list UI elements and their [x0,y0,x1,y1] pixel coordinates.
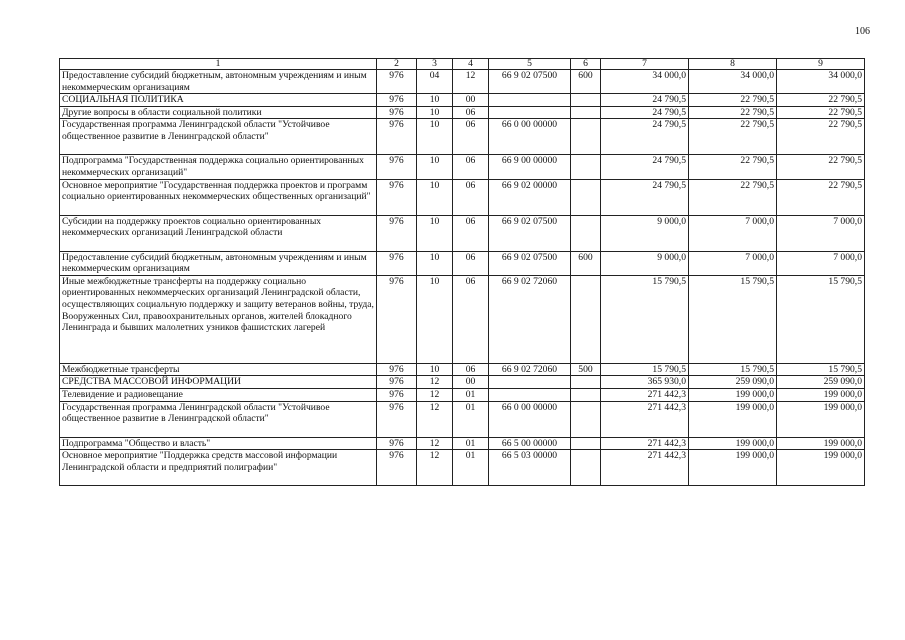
row-value-2-cell: 22 790,5 [689,119,777,155]
row-value-1-cell: 15 790,5 [601,275,689,363]
table-row [60,119,865,155]
row-value-2-cell: 199 000,0 [689,450,777,486]
row-value-3-cell: 22 790,5 [777,94,865,107]
row-subsection-cell: 06 [453,215,489,251]
row-value-1-cell: 271 442,3 [601,437,689,450]
row-expense-cell: 500 [571,363,601,376]
row-subsection-cell: 12 [453,70,489,94]
row-value-3-cell: 34 000,0 [777,70,865,94]
row-value-2-cell: 34 000,0 [689,70,777,94]
row-subsection-cell: 06 [453,155,489,179]
row-article-cell [489,94,571,107]
row-name-cell: Межбюджетные трансферты [60,363,377,376]
row-value-1-cell: 9 000,0 [601,251,689,275]
row-expense-cell [571,179,601,215]
row-value-2-cell: 7 000,0 [689,215,777,251]
row-expense-cell [571,106,601,119]
row-value-1-cell: 24 790,5 [601,94,689,107]
row-value-1-cell: 24 790,5 [601,119,689,155]
row-code-cell: 976 [377,94,417,107]
row-name-cell: Субсидии на поддержку проектов социально ориентированных некоммерческих организаций Ленинградской области [60,215,377,251]
row-article-cell: 66 9 02 00000 [489,179,571,215]
header-cell: 4 [453,59,489,70]
row-value-1-cell: 9 000,0 [601,215,689,251]
row-code-cell: 976 [377,376,417,389]
row-value-1-cell: 24 790,5 [601,106,689,119]
row-name-cell: Предоставление субсидий бюджетным, автономным учреждениям и иным некоммерческим организациям [60,251,377,275]
row-value-2-cell: 259 090,0 [689,376,777,389]
row-value-2-cell: 15 790,5 [689,275,777,363]
row-code-cell: 976 [377,70,417,94]
row-article-cell [489,106,571,119]
row-section-cell: 12 [417,401,453,437]
table-row [60,179,865,215]
row-name-cell: Предоставление субсидий бюджетным, автономным учреждениям и иным некоммерческим организациям [60,70,377,94]
row-section-cell: 10 [417,94,453,107]
row-article-cell: 66 0 00 00000 [489,119,571,155]
row-value-1-cell: 271 442,3 [601,401,689,437]
row-value-1-cell: 24 790,5 [601,179,689,215]
row-value-1-cell: 24 790,5 [601,155,689,179]
row-code-cell: 976 [377,179,417,215]
row-value-3-cell: 7 000,0 [777,215,865,251]
row-value-1-cell: 271 442,3 [601,450,689,486]
row-code-cell: 976 [377,388,417,401]
row-name-cell: Подпрограмма "Государственная поддержка социально ориентированных некоммерческих организаций" [60,155,377,179]
header-cell: 6 [571,59,601,70]
row-subsection-cell: 00 [453,376,489,389]
row-subsection-cell: 01 [453,437,489,450]
row-section-cell: 10 [417,155,453,179]
row-value-2-cell: 15 790,5 [689,363,777,376]
row-code-cell: 976 [377,251,417,275]
row-article-cell: 66 9 02 07500 [489,251,571,275]
row-expense-cell: 600 [571,70,601,94]
row-expense-cell [571,215,601,251]
row-value-3-cell: 259 090,0 [777,376,865,389]
row-subsection-cell: 06 [453,251,489,275]
row-expense-cell [571,119,601,155]
row-expense-cell [571,155,601,179]
table-row [60,388,865,401]
header-cell: 9 [777,59,865,70]
table-row [60,376,865,389]
row-code-cell: 976 [377,363,417,376]
row-code-cell: 976 [377,450,417,486]
row-subsection-cell: 06 [453,363,489,376]
row-expense-cell [571,376,601,389]
row-section-cell: 10 [417,363,453,376]
row-section-cell: 10 [417,215,453,251]
row-value-3-cell: 22 790,5 [777,155,865,179]
row-article-cell: 66 9 00 00000 [489,155,571,179]
row-section-cell: 10 [417,275,453,363]
row-code-cell: 976 [377,275,417,363]
row-article-cell [489,376,571,389]
row-value-3-cell: 22 790,5 [777,119,865,155]
table-row [60,251,865,275]
table-row [60,94,865,107]
header-cell: 8 [689,59,777,70]
row-subsection-cell: 06 [453,119,489,155]
row-subsection-cell: 06 [453,275,489,363]
row-section-cell: 10 [417,119,453,155]
row-name-cell: Другие вопросы в области социальной политики [60,106,377,119]
header-cell: 1 [60,59,377,70]
row-article-cell: 66 9 02 07500 [489,215,571,251]
row-value-1-cell: 34 000,0 [601,70,689,94]
row-article-cell [489,388,571,401]
table-row [60,450,865,486]
row-article-cell: 66 9 02 72060 [489,275,571,363]
row-value-3-cell: 199 000,0 [777,388,865,401]
header-cell: 5 [489,59,571,70]
row-value-3-cell: 7 000,0 [777,251,865,275]
row-code-cell: 976 [377,106,417,119]
header-cell: 2 [377,59,417,70]
row-value-2-cell: 22 790,5 [689,94,777,107]
row-article-cell: 66 5 00 00000 [489,437,571,450]
row-section-cell: 12 [417,376,453,389]
row-code-cell: 976 [377,401,417,437]
row-value-3-cell: 199 000,0 [777,401,865,437]
row-expense-cell: 600 [571,251,601,275]
page-number: 106 [855,26,870,37]
row-expense-cell [571,450,601,486]
row-name-cell: Государственная программа Ленинградской области "Устойчивое общественное развитие в Ленинградской области" [60,401,377,437]
row-expense-cell [571,275,601,363]
row-expense-cell [571,437,601,450]
header-cell: 3 [417,59,453,70]
row-article-cell: 66 0 00 00000 [489,401,571,437]
row-name-cell: Иные межбюджетные трансферты на поддержку социально ориентированных некоммерческих организаций Ленинградской области, осуществляющих социальную поддержку и защиту ветеранов войны, труда, Вооруженных Сил, правоохранительных органов, жителей блокадного Ленинграда и бывших малолетних узников фашистских лагерей [60,275,377,363]
row-value-2-cell: 22 790,5 [689,155,777,179]
row-value-3-cell: 199 000,0 [777,437,865,450]
row-value-3-cell: 15 790,5 [777,363,865,376]
row-subsection-cell: 01 [453,388,489,401]
row-code-cell: 976 [377,155,417,179]
row-value-3-cell: 22 790,5 [777,179,865,215]
row-value-2-cell: 7 000,0 [689,251,777,275]
row-value-2-cell: 22 790,5 [689,106,777,119]
row-code-cell: 976 [377,119,417,155]
row-code-cell: 976 [377,437,417,450]
table-row [60,275,865,363]
row-name-cell: Телевидение и радиовещание [60,388,377,401]
row-section-cell: 12 [417,388,453,401]
table-row [60,363,865,376]
row-article-cell: 66 9 02 72060 [489,363,571,376]
row-value-3-cell: 199 000,0 [777,450,865,486]
row-value-2-cell: 199 000,0 [689,437,777,450]
row-value-2-cell: 22 790,5 [689,179,777,215]
row-expense-cell [571,94,601,107]
table-row [60,106,865,119]
row-article-cell: 66 9 02 07500 [489,70,571,94]
row-subsection-cell: 00 [453,94,489,107]
row-section-cell: 12 [417,450,453,486]
row-value-1-cell: 271 442,3 [601,388,689,401]
row-section-cell: 12 [417,437,453,450]
header-cell: 7 [601,59,689,70]
header-row [60,59,865,70]
row-code-cell: 976 [377,215,417,251]
row-name-cell: Основное мероприятие "Государственная поддержка проектов и программ социально ориентированных некоммерческих общественных организаций" [60,179,377,215]
row-value-3-cell: 15 790,5 [777,275,865,363]
row-name-cell: Государственная программа Ленинградской области "Устойчивое общественное развитие в Ленинградской области" [60,119,377,155]
row-article-cell: 66 5 03 00000 [489,450,571,486]
row-value-1-cell: 15 790,5 [601,363,689,376]
row-expense-cell [571,388,601,401]
table-row [60,437,865,450]
row-subsection-cell: 06 [453,179,489,215]
row-section-cell: 10 [417,106,453,119]
table-row [60,215,865,251]
row-section-cell: 10 [417,179,453,215]
row-section-cell: 04 [417,70,453,94]
row-subsection-cell: 06 [453,106,489,119]
table-row [60,155,865,179]
row-value-3-cell: 22 790,5 [777,106,865,119]
row-subsection-cell: 01 [453,450,489,486]
row-section-cell: 10 [417,251,453,275]
row-name-cell: Подпрограмма "Общество и власть" [60,437,377,450]
table-row [60,70,865,94]
row-value-2-cell: 199 000,0 [689,388,777,401]
row-name-cell: СРЕДСТВА МАССОВОЙ ИНФОРМАЦИИ [60,376,377,389]
row-name-cell: Основное мероприятие "Поддержка средств массовой информации Ленинградской области и предприятий полиграфии" [60,450,377,486]
table-row [60,401,865,437]
row-value-1-cell: 365 930,0 [601,376,689,389]
row-value-2-cell: 199 000,0 [689,401,777,437]
budget-table [59,58,865,486]
row-name-cell: СОЦИАЛЬНАЯ ПОЛИТИКА [60,94,377,107]
row-subsection-cell: 01 [453,401,489,437]
row-expense-cell [571,401,601,437]
